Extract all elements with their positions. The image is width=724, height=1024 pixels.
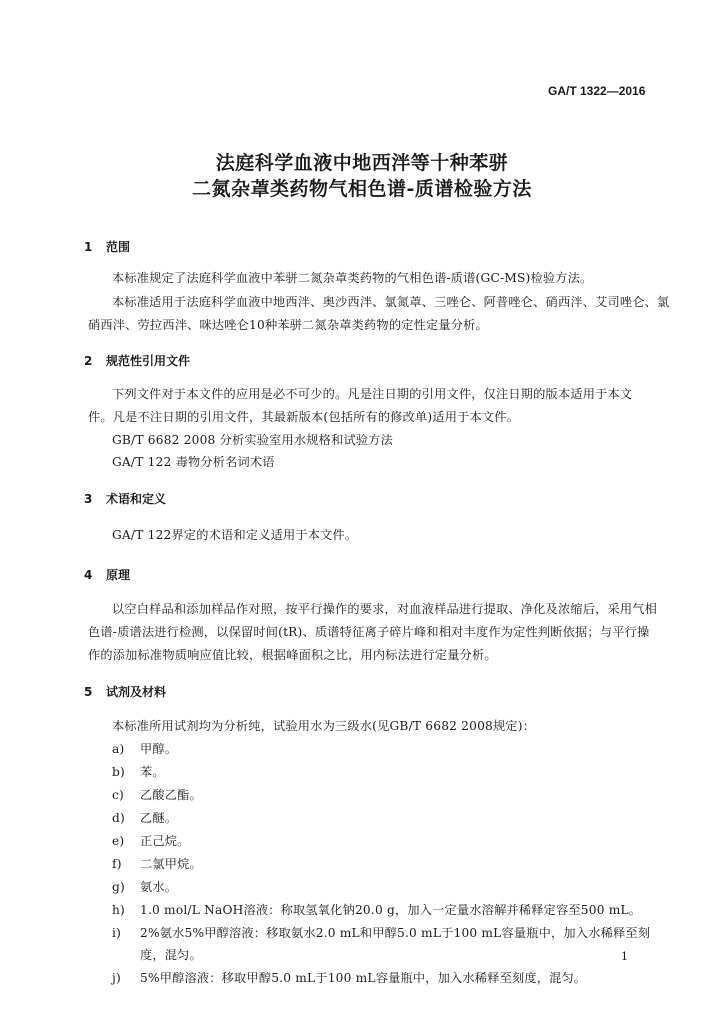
list-item-text: 苯。 xyxy=(140,765,165,779)
list-item-label: c) xyxy=(112,788,124,802)
section-title: 术语和定义 xyxy=(106,492,167,506)
list-item-label: g) xyxy=(112,880,125,894)
list-item-text: 1.0 mol/L NaOH溶液：称取氢氧化钠20.0 g，加入一定量水溶解并稀释定容至500 mL。 xyxy=(140,903,642,917)
list-item-text: 氨水。 xyxy=(140,880,178,894)
paragraph: 本标准适用于法庭科学血液中地西泮、奥沙西泮、氯氮䓬、三唑仑、阿普唑仑、硝西泮、艾司唑仑、氯 xyxy=(112,295,670,309)
list-item-label: b) xyxy=(112,765,125,779)
list-item-label: j) xyxy=(112,971,121,985)
section-number: 2 xyxy=(84,354,93,368)
list-item-label: i) xyxy=(112,926,122,940)
list-item-label: a) xyxy=(112,742,125,756)
section-2-heading xyxy=(84,352,190,369)
section-title: 规范性引用文件 xyxy=(106,354,191,368)
section-number: 3 xyxy=(84,492,93,506)
paragraph: 作的添加标准物质响应值比较，根据峰面积之比，用内标法进行定量分析。 xyxy=(88,648,497,662)
section-number: 5 xyxy=(84,685,93,699)
list-item xyxy=(112,832,190,849)
list-item xyxy=(112,924,650,941)
reference-item: GA/T 122 毒物分析名词术语 xyxy=(112,455,275,469)
section-title: 原理 xyxy=(106,568,131,582)
paragraph: 硝西泮、劳拉西泮、咪达唑仑10种苯骈二氮杂䓬类药物的定性定量分析。 xyxy=(88,318,488,332)
list-item-text: 2%氨水5%甲醇溶液：移取氨水2.0 mL和甲醇5.0 mL于100 mL容量瓶中，加入水稀释至刻 xyxy=(140,926,651,940)
list-item-label: h) xyxy=(112,903,126,917)
section-3-heading xyxy=(84,490,166,507)
section-number: 1 xyxy=(84,240,93,254)
list-item-text: 甲醇。 xyxy=(140,742,178,756)
paragraph: 件。凡是不注日期的引用文件，其最新版本(包括所有的修改单)适用于本文件。 xyxy=(88,410,520,424)
list-item-text: 乙醚。 xyxy=(140,811,178,825)
list-item-continuation: 度，混匀。 xyxy=(140,948,202,962)
list-item xyxy=(112,969,586,986)
section-4-heading xyxy=(84,566,130,583)
list-item xyxy=(112,901,641,918)
section-1-heading xyxy=(84,238,130,255)
list-item-label: e) xyxy=(112,834,125,848)
section-title: 试剂及材料 xyxy=(106,685,167,699)
list-item-text: 正己烷。 xyxy=(140,834,190,848)
section-5-heading xyxy=(84,683,166,700)
document-title-line1: 法庭科学血液中地西泮等十种苯骈 xyxy=(215,152,509,174)
list-item xyxy=(112,786,202,803)
paragraph: 本标准规定了法庭科学血液中苯骈二氮杂䓬类药物的气相色谱-质谱(GC-MS)检验方法。 xyxy=(112,271,593,285)
list-item xyxy=(112,855,202,872)
list-item-label: f) xyxy=(112,857,122,871)
list-item xyxy=(112,740,177,757)
section-title: 范围 xyxy=(106,240,131,254)
reference-item: GB/T 6682 2008 分析实验室用水规格和试验方法 xyxy=(112,433,394,447)
list-item-text: 乙酸乙酯。 xyxy=(140,788,202,802)
standard-code: GA/T 1322—2016 xyxy=(548,84,646,98)
page-number: 1 xyxy=(621,950,628,963)
list-item-text: 5%甲醇溶液：移取甲醇5.0 mL于100 mL容量瓶中，加入水稀释至刻度，混匀。 xyxy=(140,971,587,985)
list-item xyxy=(112,763,165,780)
section-number: 4 xyxy=(84,568,93,582)
paragraph: GA/T 122界定的术语和定义适用于本文件。 xyxy=(112,528,358,542)
paragraph: 下列文件对于本文件的应用是必不可少的。凡是注日期的引用文件，仅注日期的版本适用于本文 xyxy=(112,387,633,401)
list-item xyxy=(112,878,177,895)
document-title-line2: 二氮杂䓬类药物气相色谱-质谱检验方法 xyxy=(192,178,532,200)
paragraph: 色谱-质谱法进行检测，以保留时间(tR)、质谱特征离子碎片峰和相对丰度作为定性判断依据；与平行操 xyxy=(88,625,650,639)
list-item-label: d) xyxy=(112,811,125,825)
list-item-text: 二氯甲烷。 xyxy=(140,857,202,871)
list-item xyxy=(112,809,177,826)
paragraph: 以空白样品和添加样品作对照，按平行操作的要求，对血液样品进行提取、净化及浓缩后，采用气相 xyxy=(112,602,658,616)
paragraph: 本标准所用试剂均为分析纯，试验用水为三级水(见GB/T 6682 2008规定)： xyxy=(112,719,536,733)
